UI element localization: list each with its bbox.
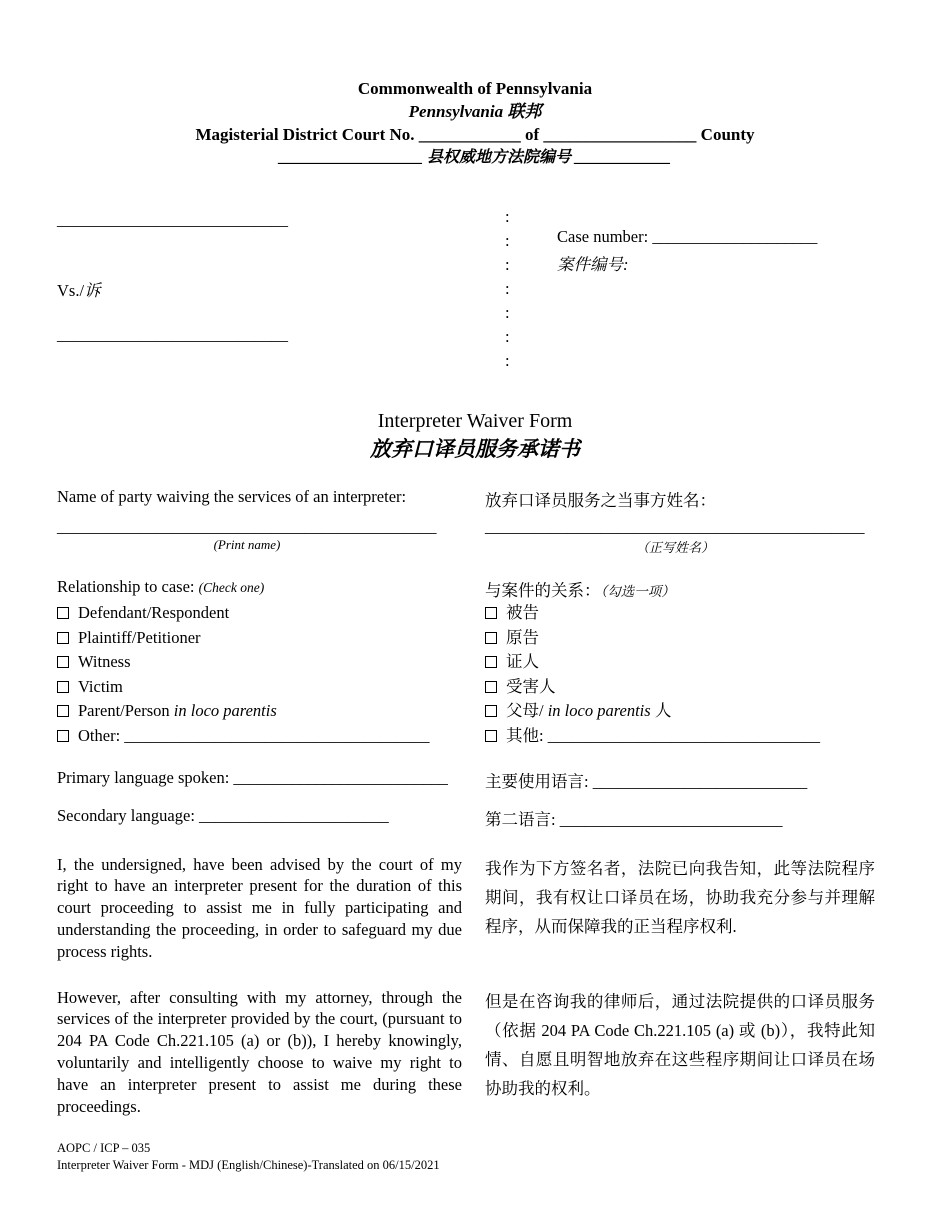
- relationship-heading-zh: [485, 577, 875, 601]
- form-title-zh: 放弃口译员服务承诺书: [370, 437, 580, 461]
- relationship-heading-en: [57, 577, 462, 597]
- name-label-zh: 放弃口译员服务之当事方姓名：: [485, 491, 716, 510]
- option-label: Plaintiff/Petitioner: [78, 627, 201, 647]
- form-title: [0, 408, 950, 464]
- option-label: 其他:: [506, 725, 548, 745]
- name-label-en: Name of party waiving the services of an interpreter:: [57, 487, 407, 506]
- option-victim-zh: [485, 675, 875, 700]
- header-district-court-line-zh: __________________ 县权威地方法院编号 ____________: [278, 149, 671, 166]
- primary-language-label-en: Primary language spoken:: [57, 767, 234, 787]
- court-header: [0, 77, 950, 169]
- primary-language-row-en: [57, 768, 462, 788]
- option-parent-en: [57, 699, 462, 724]
- name-field-zh: [485, 517, 875, 556]
- caption-divider-colons: [505, 205, 510, 373]
- option-witness-en: [57, 650, 462, 675]
- primary-language-row-zh: [485, 768, 875, 792]
- case-number-blank[interactable]: ____________________: [652, 227, 818, 246]
- form-body: [57, 487, 875, 1117]
- option-label: 被告: [506, 603, 539, 622]
- case-number-row: [557, 227, 817, 247]
- waiver-paragraph-zh: 但是在咨询我的律师后，通过法院提供的口译员服务（依据 204 PA Code Ch.221.105 (a) 或 (b)），我特此知情、自愿且明智地放弃在这些程序期间让口译员在场协助我的权利。: [485, 991, 875, 1098]
- secondary-language-label-en: Secondary language:: [57, 805, 200, 825]
- option-other-zh: [485, 724, 875, 749]
- checkbox-defendant-en[interactable]: [57, 607, 69, 619]
- option-label: 父母/: [506, 701, 548, 721]
- check-one-note-zh: （勾选一项）: [600, 584, 675, 599]
- checkbox-other-en[interactable]: [57, 730, 69, 742]
- option-label: 证人: [506, 652, 539, 672]
- party2-blank-line[interactable]: ____________________________: [57, 325, 288, 344]
- other-blank-line-en[interactable]: _____________________________________: [124, 725, 430, 745]
- caption-colon: :: [505, 279, 510, 298]
- option-plaintiff-zh: [485, 626, 875, 651]
- option-label: Defendant/Respondent: [78, 603, 230, 622]
- option-label: 人: [650, 701, 672, 721]
- advisement-paragraph-en: I, the undersigned, have been advised by the court of my right to have an interpreter present for the duration of this court proceeding to assist me in fully participating and understanding the proceeding, in order to safeguard my due process rights.: [57, 854, 462, 961]
- vs-label-en: Vs./: [57, 281, 85, 300]
- case-number-label: Case number:: [557, 227, 653, 246]
- relationship-label-en: Relationship to case:: [57, 577, 199, 596]
- caption-colon: :: [505, 255, 510, 274]
- option-witness-zh: [485, 650, 875, 675]
- checkbox-other-zh[interactable]: [485, 730, 497, 742]
- form-title-en: Interpreter Waiver Form: [377, 410, 573, 432]
- name-field-en: [57, 517, 462, 553]
- option-plaintiff-en: [57, 626, 462, 651]
- option-victim-en: [57, 675, 462, 700]
- checkbox-parent-en[interactable]: [57, 705, 69, 717]
- checkbox-plaintiff-zh[interactable]: [485, 632, 497, 644]
- header-pennsylvania-zh: Pennsylvania 联邦: [408, 102, 542, 121]
- form-footer: [57, 1140, 440, 1173]
- form-number: AOPC / ICP – 035: [57, 1141, 151, 1155]
- caption-colon: :: [505, 351, 510, 370]
- header-commonwealth: Commonwealth of Pennsylvania: [357, 79, 593, 98]
- primary-language-blank-zh[interactable]: __________________________: [592, 771, 808, 791]
- option-label-latin: in loco parentis: [173, 701, 277, 721]
- option-label: Other:: [78, 725, 125, 745]
- name-blank-line-zh[interactable]: ______________________________________________: [485, 517, 865, 536]
- case-caption: [57, 205, 893, 373]
- option-label: 受害人: [506, 676, 556, 696]
- party1-blank-line[interactable]: ____________________________: [57, 210, 288, 229]
- caption-colon: :: [505, 207, 510, 226]
- form-revision-note: Interpreter Waiver Form - MDJ (English/Chinese)-Translated on 06/15/2021: [57, 1157, 440, 1172]
- option-other-en: [57, 724, 462, 749]
- checkbox-parent-zh[interactable]: [485, 705, 497, 717]
- header-district-court-line: Magisterial District Court No. ____________ of __________________ County: [195, 125, 755, 144]
- caption-colon: :: [505, 303, 510, 322]
- checkbox-victim-en[interactable]: [57, 681, 69, 693]
- checkbox-witness-en[interactable]: [57, 656, 69, 668]
- vs-label-zh: 诉: [84, 281, 101, 300]
- secondary-language-row-en: [57, 806, 462, 826]
- secondary-language-blank-en[interactable]: _______________________: [199, 805, 389, 825]
- print-name-caption-en: (Print name): [213, 537, 281, 552]
- option-defendant-zh: [485, 601, 875, 626]
- option-label: Victim: [78, 676, 123, 696]
- checkbox-plaintiff-en[interactable]: [57, 632, 69, 644]
- option-parent-zh: [485, 699, 875, 724]
- print-name-caption-zh: （正写姓名）: [635, 540, 714, 555]
- secondary-language-blank-zh[interactable]: ___________________________: [559, 809, 783, 829]
- checkbox-witness-zh[interactable]: [485, 656, 497, 668]
- check-one-note-en: (Check one): [198, 580, 265, 595]
- checkbox-victim-zh[interactable]: [485, 681, 497, 693]
- primary-language-blank-en[interactable]: __________________________: [233, 767, 448, 787]
- option-label: 原告: [506, 627, 539, 647]
- other-blank-line-zh[interactable]: _________________________________: [547, 725, 820, 745]
- case-number-label-zh: 案件编号:: [557, 255, 629, 274]
- option-defendant-en: [57, 601, 462, 626]
- relationship-label-zh: 与案件的关系：: [485, 581, 601, 600]
- name-blank-line-en[interactable]: ______________________________________________: [57, 517, 437, 536]
- option-label: Witness: [78, 652, 131, 672]
- checkbox-defendant-zh[interactable]: [485, 607, 497, 619]
- secondary-language-label-zh: 第二语言:: [485, 809, 560, 829]
- advisement-paragraph-zh: 我作为下方签名者，法院已向我告知，此等法院程序期间，我有权让口译员在场，协助我充分参与并理解程序，从而保障我的正当程序权利.: [485, 858, 875, 936]
- option-label-latin: in loco parentis: [547, 701, 651, 721]
- secondary-language-row-zh: [485, 806, 875, 830]
- caption-colon: :: [505, 327, 510, 346]
- waiver-paragraph-en: However, after consulting with my attorney, through the services of the interpreter provided by the court, (pursuant to 204 PA Code Ch.221.105 (a) or (b)), I hereby knowingly, voluntarily and intelligently choose to waive my right to have an interpreter present to assist me during these proceedings.: [57, 987, 462, 1116]
- caption-colon: :: [505, 231, 510, 250]
- vs-label: [57, 277, 101, 301]
- option-label: Parent/Person: [78, 701, 174, 721]
- primary-language-label-zh: 主要使用语言:: [485, 771, 593, 791]
